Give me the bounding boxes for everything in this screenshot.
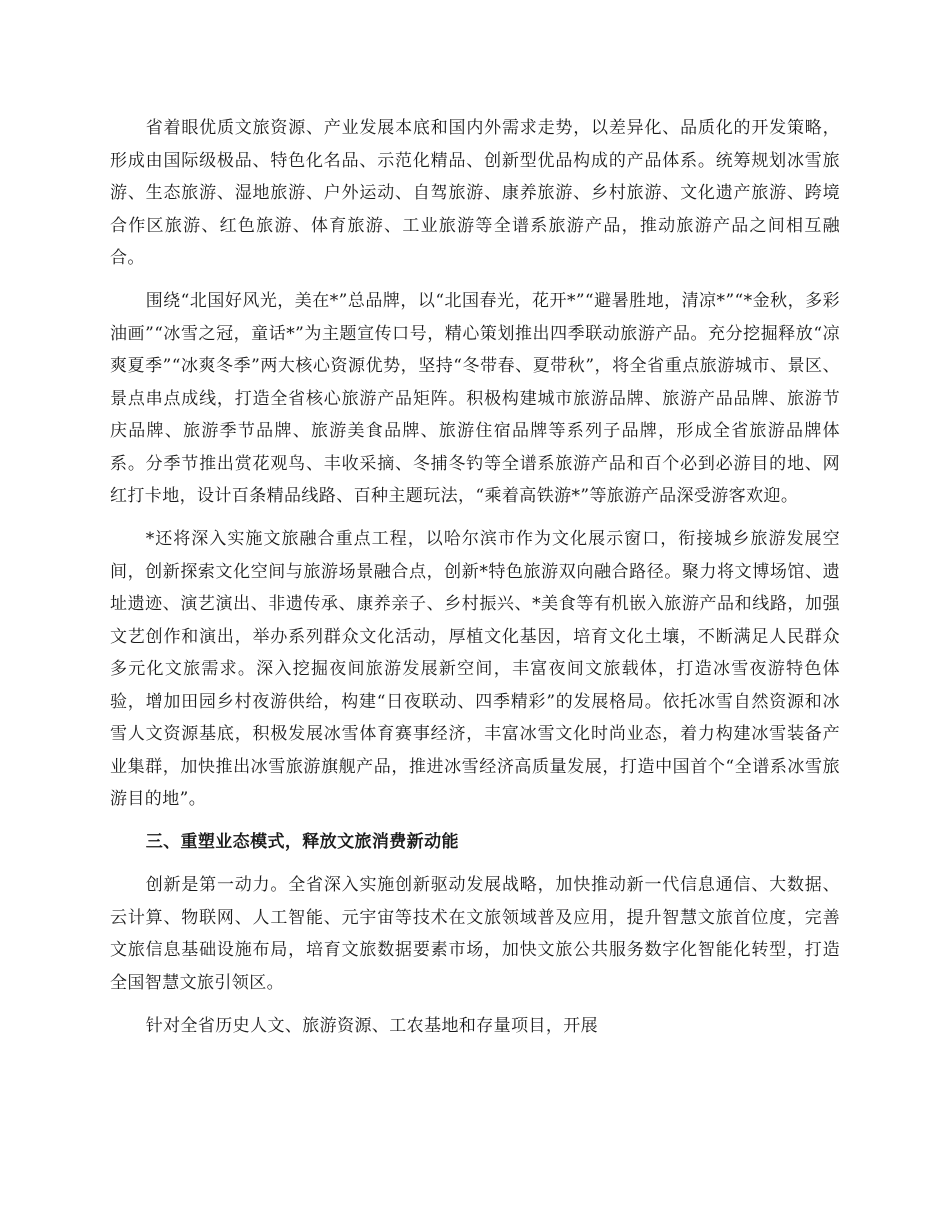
- document-page: [110, 112, 840, 1053]
- paragraph-resources: 针对全省历史人文、旅游资源、工农基地和存量项目，开展: [145, 1015, 599, 1036]
- paragraph-culture-tourism-integration: *还将深入实施文旅融合重点工程，以哈尔滨市作为文化展示窗口，衔接城乡旅游发展空间，创新探索文化空间与旅游场景融合点，创新*特色旅游双向融合路径。聚力将文博场馆、遗址遗迹、演艺演出、非遗传承、康养亲子、乡村振兴、*美食等有机嵌入旅游产品和线路，加强文艺创作和演出，举办系列群众文化活动，厚植文化基因，培育文化土壤，不断满足人民群众多元化文旅需求。深入挖掘夜间旅游发展新空间，丰富夜间文旅载体，打造冰雪夜游特色体验，增加田园乡村夜游供给，构建“日夜联动、四季精彩”的发展格局。依托冰雪自然资源和冰雪人文资源基底，积极发展冰雪体育赛事经济，丰富冰雪文化时尚业态，着力构建冰雪装备产业集群，加快推出冰雪旅游旗舰产品，推进冰雪经济高质量发展，打造中国首个“全谱系冰雪旅游目的地”。: [110, 529, 840, 809]
- paragraph-innovation: 创新是第一动力。全省深入实施创新驱动发展战略，加快推动新一代信息通信、大数据、云计算、物联网、人工智能、元宇宙等技术在文旅领域普及应用，提升智慧文旅首位度，完善文旅信息基础设施布局，培育文旅数据要素市场，加快文旅公共服务数字化智能化转型，打造全国智慧文旅引领区。: [110, 875, 840, 993]
- section-heading: 三、重塑业态模式，释放文旅消费新动能: [145, 832, 459, 852]
- paragraph-product-system: 省着眼优质文旅资源、产业发展本底和国内外需求走势，以差异化、品质化的开发策略，形成由国际级极品、特色化名品、示范化精品、创新型优品构成的产品体系。统筹规划冰雪旅游、生态旅游、湿地旅游、户外运动、自驾旅游、康养旅游、乡村旅游、文化遗产旅游、跨境合作区旅游、红色旅游、体育旅游、工业旅游等全谱系旅游产品，推动旅游产品之间相互融合。: [110, 118, 840, 268]
- paragraph-brand-system: 围绕“北国好风光，美在*”总品牌，以“北国春光，花开*”“避暑胜地，清凉*”“*金秋，多彩油画”“冰雪之冠，童话*”为主题宣传口号，精心策划推出四季联动旅游产品。充分挖掘释放“凉爽夏季”“冰爽冬季”两大核心资源优势，坚持“冬带春、夏带秋”，将全省重点旅游城市、景区、景点串点成线，打造全省核心旅游产品矩阵。积极构建城市旅游品牌、旅游产品品牌、旅游节庆品牌、旅游季节品牌、旅游美食品牌、旅游住宿品牌等系列子品牌，形成全省旅游品牌体系。分季节推出赏花观鸟、丰收采摘、冬捕冬钓等全谱系旅游产品和百个必到必游目的地、网红打卡地，设计百条精品线路、百种主题玩法，“乘着高铁游*”等旅游产品深受游客欢迎。: [110, 291, 840, 506]
